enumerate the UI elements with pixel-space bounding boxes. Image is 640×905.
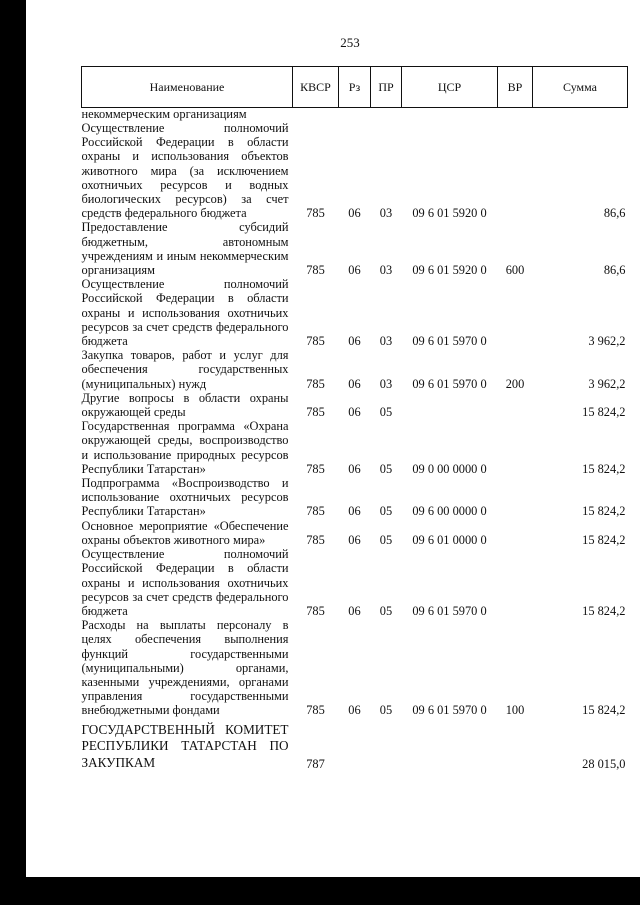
row-sum: 15 824,2 (582, 461, 626, 476)
row-name: Государственная программа «Охрана окружающей среды, воспроизводство и использование природных ресурсов Республики Татарстан» (81, 419, 289, 476)
row-name: Осуществление полномочий Российской Федерации в области охраны и использования охотничьих ресурсов за счет средств федерального бюджета (81, 277, 289, 349)
row-csr: 09 6 01 5920 0 (412, 263, 487, 278)
row-csr (402, 718, 498, 772)
row-vr (498, 476, 533, 519)
row-csr: 09 6 01 5920 0 (412, 206, 487, 221)
row-vr: 600 (505, 263, 525, 278)
row-pr: 05 (379, 504, 393, 519)
table-row (82, 618, 628, 717)
row-rz: 06 (348, 703, 361, 718)
row-pr: 03 (379, 334, 393, 349)
row-vr (498, 718, 533, 772)
table-row (82, 121, 628, 220)
header-pr: ПР (371, 67, 402, 108)
table-row (82, 519, 628, 547)
row-name: Предоставление субсидий бюджетным, автономным учреждениям и иным некоммерческим организациям (81, 220, 289, 278)
row-sum: 15 824,2 (582, 504, 626, 519)
row-name: ГОСУДАРСТВЕННЫЙ КОМИТЕТ РЕСПУБЛИКИ ТАТАРСТАН ПО ЗАКУПКАМ (81, 721, 289, 770)
row-vr: 200 (505, 376, 525, 391)
row-rz (339, 718, 371, 772)
row-name: Осуществление полномочий Российской Федерации в области охраны и использования охотничьих ресурсов за счет средств федерального бюджета (81, 547, 289, 618)
row-rz: 06 (348, 334, 361, 349)
row-vr (498, 419, 533, 476)
row-vr (498, 277, 533, 348)
row-rz: 06 (348, 263, 361, 278)
table-row (82, 348, 628, 391)
row-csr: 09 6 01 0000 0 (412, 532, 487, 547)
table-header-row (82, 67, 628, 108)
row-sum: 3 962,2 (588, 376, 626, 391)
row-sum: 15 824,2 (582, 603, 626, 618)
row-kvsr: 785 (306, 405, 325, 420)
row-vr (498, 519, 533, 547)
row-name: Основное мероприятие «Обеспечение охраны объектов животного мира» (81, 518, 289, 547)
row-kvsr: 785 (306, 334, 325, 349)
table-row (82, 277, 628, 348)
header-rz: Рз (339, 67, 371, 108)
header-sum: Сумма (533, 67, 628, 108)
row-rz: 06 (348, 206, 361, 221)
row-vr (498, 121, 533, 220)
row-name: Осуществление полномочий Российской Федерации в области охраны и использования объектов животного мира (за исключением охотничьих ресурсов и водных биологических ресурсов) за счет средств федерального бюджета (81, 121, 289, 221)
header-vr: ВР (498, 67, 533, 108)
row-rz: 06 (348, 532, 361, 547)
row-csr: 09 6 01 5970 0 (412, 703, 487, 718)
row-csr: 09 6 01 5970 0 (412, 376, 487, 391)
row-name: Другие вопросы в области охраны окружающей среды (81, 390, 289, 420)
scan-left-border (0, 0, 26, 905)
header-name: Наименование (82, 67, 293, 108)
row-sum: 3 962,2 (588, 334, 626, 349)
table-row (82, 419, 628, 476)
row-rz: 06 (348, 504, 361, 519)
row-pr: 05 (379, 603, 393, 618)
row-vr (498, 547, 533, 618)
row-vr: 100 (505, 703, 525, 718)
header-csr: ЦСР (402, 67, 498, 108)
row-sum: 28 015,0 (582, 756, 626, 771)
row-pr (371, 718, 402, 772)
continuation-text: некоммерческим организациям (81, 107, 247, 121)
row-kvsr: 785 (306, 532, 325, 547)
row-rz: 06 (348, 376, 361, 391)
row-csr: 09 6 01 5970 0 (412, 603, 487, 618)
row-csr: 09 6 00 0000 0 (412, 504, 487, 519)
row-pr: 03 (379, 263, 393, 278)
row-kvsr: 785 (306, 206, 325, 221)
row-csr: 09 0 00 0000 0 (412, 461, 487, 476)
row-sum: 15 824,2 (582, 532, 626, 547)
row-name: Расходы на выплаты персоналу в целях обеспечения выполнения функций государственными (муниципальными) органами, казенными учреждениями, органами управления государственными внебюджетными фондами (81, 618, 289, 718)
continuation-row (82, 108, 628, 122)
table-row (82, 547, 628, 618)
row-kvsr: 785 (306, 603, 325, 618)
row-kvsr: 785 (306, 504, 325, 519)
row-vr (498, 391, 533, 419)
row-name: Закупка товаров, работ и услуг для обеспечения государственных (муниципальных) нужд (81, 348, 289, 391)
row-pr: 03 (379, 376, 393, 391)
row-pr: 05 (379, 532, 393, 547)
row-csr: 09 6 01 5970 0 (412, 334, 487, 349)
row-sum: 15 824,2 (582, 405, 626, 420)
row-rz: 06 (348, 461, 361, 476)
row-kvsr: 785 (306, 263, 325, 278)
budget-table (81, 66, 628, 771)
table-row (82, 391, 628, 419)
table-row (82, 476, 628, 519)
scan-bottom-border (0, 877, 640, 905)
row-kvsr: 785 (306, 703, 325, 718)
row-rz: 06 (348, 405, 361, 420)
row-kvsr: 785 (306, 461, 325, 476)
row-rz: 06 (348, 603, 361, 618)
table-row (82, 718, 628, 772)
row-pr: 05 (379, 405, 393, 420)
row-pr: 03 (379, 206, 393, 221)
row-name: Подпрограмма «Воспроизводство и использование охотничьих ресурсов Республики Татарстан» (81, 476, 289, 519)
row-kvsr: 787 (306, 756, 325, 771)
row-csr (402, 391, 498, 419)
page-number: 253 (340, 35, 360, 50)
table-row (82, 220, 628, 277)
header-kvsr: КВСР (293, 67, 339, 108)
row-pr: 05 (379, 461, 393, 476)
row-pr: 05 (379, 703, 393, 718)
row-kvsr: 785 (306, 376, 325, 391)
row-sum: 15 824,2 (582, 703, 626, 718)
row-sum: 86,6 (603, 263, 626, 278)
row-sum: 86,6 (603, 206, 626, 221)
